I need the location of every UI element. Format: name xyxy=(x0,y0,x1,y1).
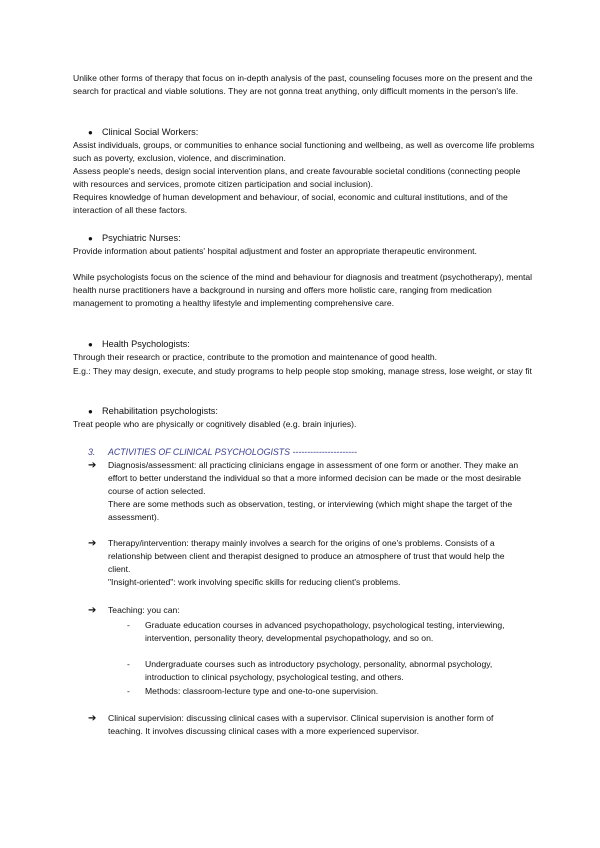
section-heading-social-workers: ● Clinical Social Workers: xyxy=(88,127,199,137)
activity-item-supervision xyxy=(88,712,528,738)
bullet-icon: ● xyxy=(88,340,93,349)
bullet-icon: ● xyxy=(88,407,93,416)
section-heading-rehabilitation-psychologists: ● Rehabilitation psychologists: xyxy=(88,406,218,416)
dash-icon: - xyxy=(127,659,130,669)
teaching-subitem-graduate: - Graduate education courses in advanced psychopathology, psychological testing, interviewing, intervention, personality theory, developmental psychopathology, and so on. xyxy=(127,620,505,643)
bullet-icon: ● xyxy=(88,128,93,137)
social-workers-paragraph-1: Assist individuals, groups, or communities to enhance social functioning and wellbeing, as well as overcome life problems such as poverty, exclusion, violence, and discrimination. xyxy=(73,140,535,163)
diagnosis-paragraph-2: There are some methods such as observation, testing, or interviewing (which might shape the target of the assessment). xyxy=(108,499,513,522)
therapy-paragraph-1: Therapy/intervention: therapy mainly involves a search for the origins of one's problems. Consists of a relationship between client and therapist designed to produce an atmosphere of trust that would help the client. xyxy=(108,538,505,574)
psychiatric-nurses-paragraph-1: Provide information about patients' hospital adjustment and foster an appropriate therapeutic environment. xyxy=(73,246,477,256)
social-workers-paragraph-2: Assess people's needs, design social intervention plans, and create favourable societal conditions (connecting people with resources and services, promote citizen participation and social inclusion). xyxy=(73,166,521,189)
social-workers-paragraph-3: Requires knowledge of human development and behaviour, of social, economic and cultural institutions, and of the interaction of all these factors. xyxy=(73,192,508,215)
activity-item-diagnosis xyxy=(88,459,528,524)
activity-item-therapy xyxy=(88,537,528,589)
arrow-icon: ➔ xyxy=(88,713,97,724)
activities-heading: 3. ACTIVITIES OF CLINICAL PSYCHOLOGISTS ---------------------- xyxy=(88,447,357,457)
therapy-paragraph-2: "Insight-oriented": work involving specific skills for reducing client's problems. xyxy=(108,577,401,587)
intro-paragraph: Unlike other forms of therapy that focus on in-depth analysis of the past, counseling focuses more on the present and the search for practical and viable solutions. They are not gonna treat anything, only difficult moments in the person's life. xyxy=(73,73,533,96)
section-heading-health-psychologists: ● Health Psychologists: xyxy=(88,339,190,349)
rehabilitation-psychologists-paragraph: Treat people who are physically or cognitively disabled (e.g. brain injuries). xyxy=(73,419,357,429)
activity-item-teaching xyxy=(88,604,528,617)
teaching-subitem-methods: - Methods: classroom-lecture type and one-to-one supervision. xyxy=(127,686,379,696)
dash-icon: - xyxy=(127,686,130,696)
section-heading-psychiatric-nurses: ● Psychiatric Nurses: xyxy=(88,233,181,243)
psychiatric-nurses-paragraph-2: While psychologists focus on the science of the mind and behaviour for diagnosis and treatment (psychotherapy), mental health nurse practitioners have a background in nursing and offers more holistic care, ranging from medication management to promoting a healthy lifestyle and implementing comprehensive care. xyxy=(73,272,533,308)
teaching-subitem-undergraduate: - Undergraduate courses such as introductory psychology, personality, abnormal psychology, introduction to clinical psychology, psychological testing, and others. xyxy=(127,659,493,682)
supervision-paragraph: Clinical supervision: discussing clinical cases with a supervisor. Clinical supervision is another form of teaching. It involves discussing clinical cases with a more experienced supervisor. xyxy=(108,713,494,736)
bullet-icon: ● xyxy=(88,234,93,243)
health-psychologists-paragraph-2: E.g.: They may design, execute, and study programs to help people stop smoking, manage stress, lose weight, or stay fit xyxy=(73,366,532,376)
arrow-icon: ➔ xyxy=(88,538,97,549)
health-psychologists-paragraph-1: Through their research or practice, contribute to the promotion and maintenance of good health. xyxy=(73,352,438,362)
arrow-icon: ➔ xyxy=(88,460,97,471)
diagnosis-paragraph-1: Diagnosis/assessment: all practicing clinicians engage in assessment of one form or another. They make an effort to better understand the individual so that a more informed decision can be made or the most desirable course of action selected. xyxy=(108,460,522,496)
dash-icon: - xyxy=(127,620,130,630)
teaching-paragraph: Teaching: you can: xyxy=(108,605,180,615)
arrow-icon: ➔ xyxy=(88,605,97,616)
